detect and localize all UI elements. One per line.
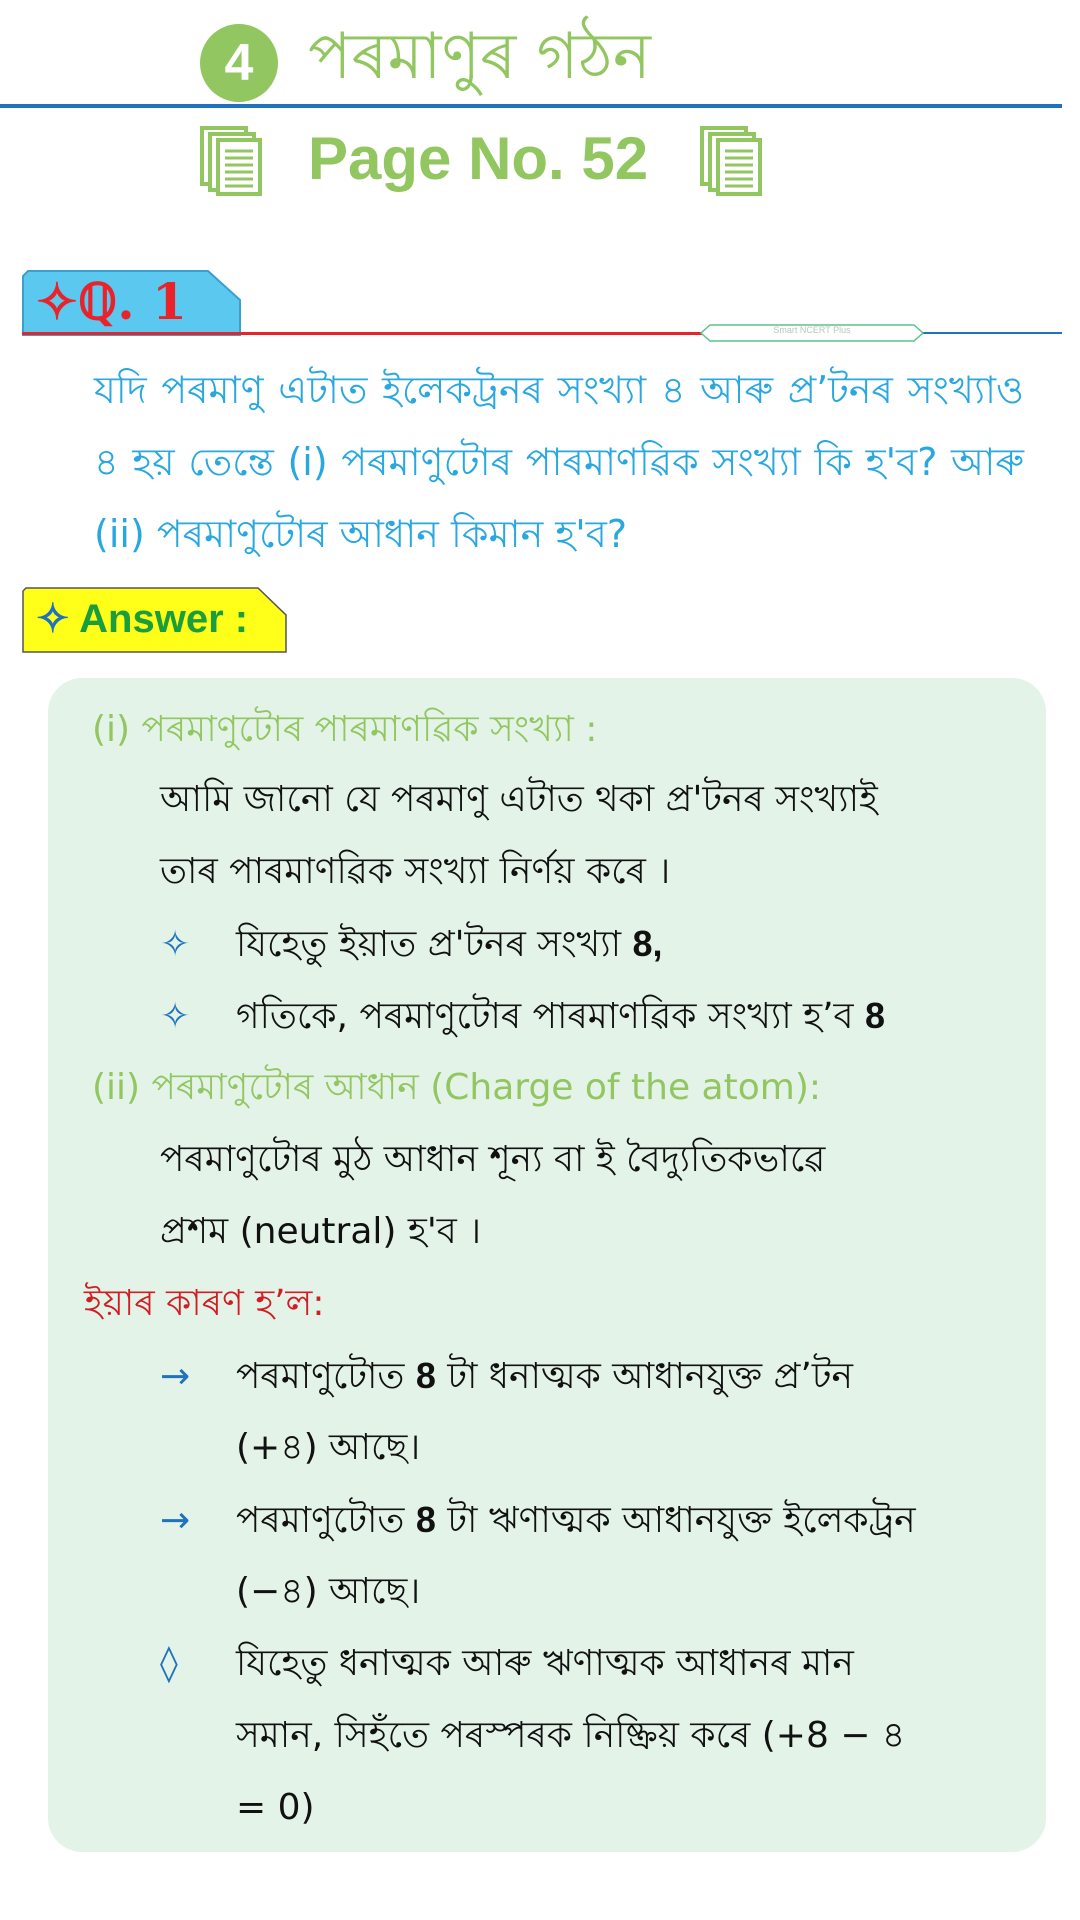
question-divider (22, 332, 712, 335)
reason-text-line: সমান, সিহঁতে পৰস্পৰক নিষ্ক্ৰিয় কৰে (+8 − ৪ (236, 1715, 906, 1756)
answer-text-line: তাৰ পাৰমাণৱিক সংখ্যা নিৰ্ণয় কৰে । (160, 851, 671, 892)
page-number: Page No. 52 (308, 125, 649, 192)
arrow-right-icon: → (160, 1356, 191, 1397)
document-stack-icon (698, 124, 764, 196)
english-term: (neutral) (239, 1211, 397, 1252)
document-stack-icon (198, 124, 264, 196)
part-i-heading: (i) পৰমাণুটোৰ পাৰমাণৱিক সংখ্যা : (92, 709, 598, 750)
reason-text: টা ঋণাত্মক আধানযুক্ত ইলেকট্ৰন (435, 1500, 916, 1541)
bullet-value: 8, (632, 923, 663, 964)
answer-text-line (160, 1196, 481, 1268)
text-fragment: প্ৰশম (160, 1211, 240, 1252)
bullet-value: 8 (865, 995, 886, 1036)
bullet-item (160, 980, 885, 1053)
reason-text-line: (−৪) আছে। (236, 1571, 421, 1612)
reason-text: পৰমাণুটোত (236, 1500, 416, 1541)
reason-value: 8 (415, 1355, 436, 1396)
reason-text: যিহেতু ধনাত্মক আৰু ঋণাত্মক আধানৰ মান (236, 1643, 854, 1684)
question-divider-right (918, 332, 1062, 334)
reason-item (160, 1484, 916, 1557)
text-fragment: হ'ব । (396, 1211, 482, 1252)
reason-text-line: (+৪) আছে। (236, 1427, 421, 1468)
header-divider (0, 104, 1062, 108)
reason-item (160, 1628, 854, 1700)
sparkle-bullet-icon: ✧ (160, 996, 191, 1037)
answer-label-text: Answer : (79, 597, 249, 641)
reason-heading: ইয়াৰ কাৰণ হ’ল: (84, 1283, 325, 1324)
brand-watermark: Smart NCERT Plus (773, 325, 851, 335)
answer-text-line: আমি জানো যে পৰমাণু এটাত থকা প্ৰ'টনৰ সংখ্যাই (160, 779, 878, 820)
arrow-right-icon: → (160, 1500, 191, 1541)
chapter-number-badge: 4 (200, 24, 278, 102)
sparkle-bullet-icon: ✧ (160, 924, 191, 965)
question-text: যদি পৰমাণু এটাত ইলেকট্ৰনৰ সংখ্যা ৪ আৰু প্ৰ’টনৰ সংখ্যাও ৪ হয় তেন্তে (i) পৰমাণুটোৰ পাৰমাণৱিক সংখ্যা কি হ'ব? আৰু (ii) পৰমাণুটোৰ আধান কিমান হ'ব? (94, 368, 1024, 556)
bullet-text: যিহেতু ইয়াত প্ৰ'টনৰ সংখ্যা (236, 924, 633, 965)
reason-value: 8 (415, 1499, 436, 1540)
reason-item (160, 1340, 853, 1413)
sparkle-icon: ✧ (36, 597, 70, 641)
bullet-text: গতিকে, পৰমাণুটোৰ পাৰমাণৱিক সংখ্যা হ’ব (236, 996, 865, 1037)
reason-text: পৰমাণুটোত (236, 1356, 416, 1397)
chapter-title: পৰমাণুৰ গঠন (308, 20, 652, 94)
answer-label (36, 596, 248, 642)
reason-text: টা ধনাত্মক আধানযুক্ত প্ৰ’টন (435, 1356, 853, 1397)
question-label: ✧ℚ. 1 (36, 272, 187, 331)
bullet-item (160, 908, 663, 981)
answer-text-line: পৰমাণুটোৰ মুঠ আধান শূন্য বা ই বৈদ্যুতিকভাৱে (160, 1139, 826, 1180)
reason-text-line: = 0) (236, 1787, 315, 1828)
diamond-bullet-icon: ◊ (160, 1643, 178, 1684)
part-ii-heading: (ii) পৰমাণুটোৰ আধান (Charge of the atom): (92, 1067, 821, 1108)
